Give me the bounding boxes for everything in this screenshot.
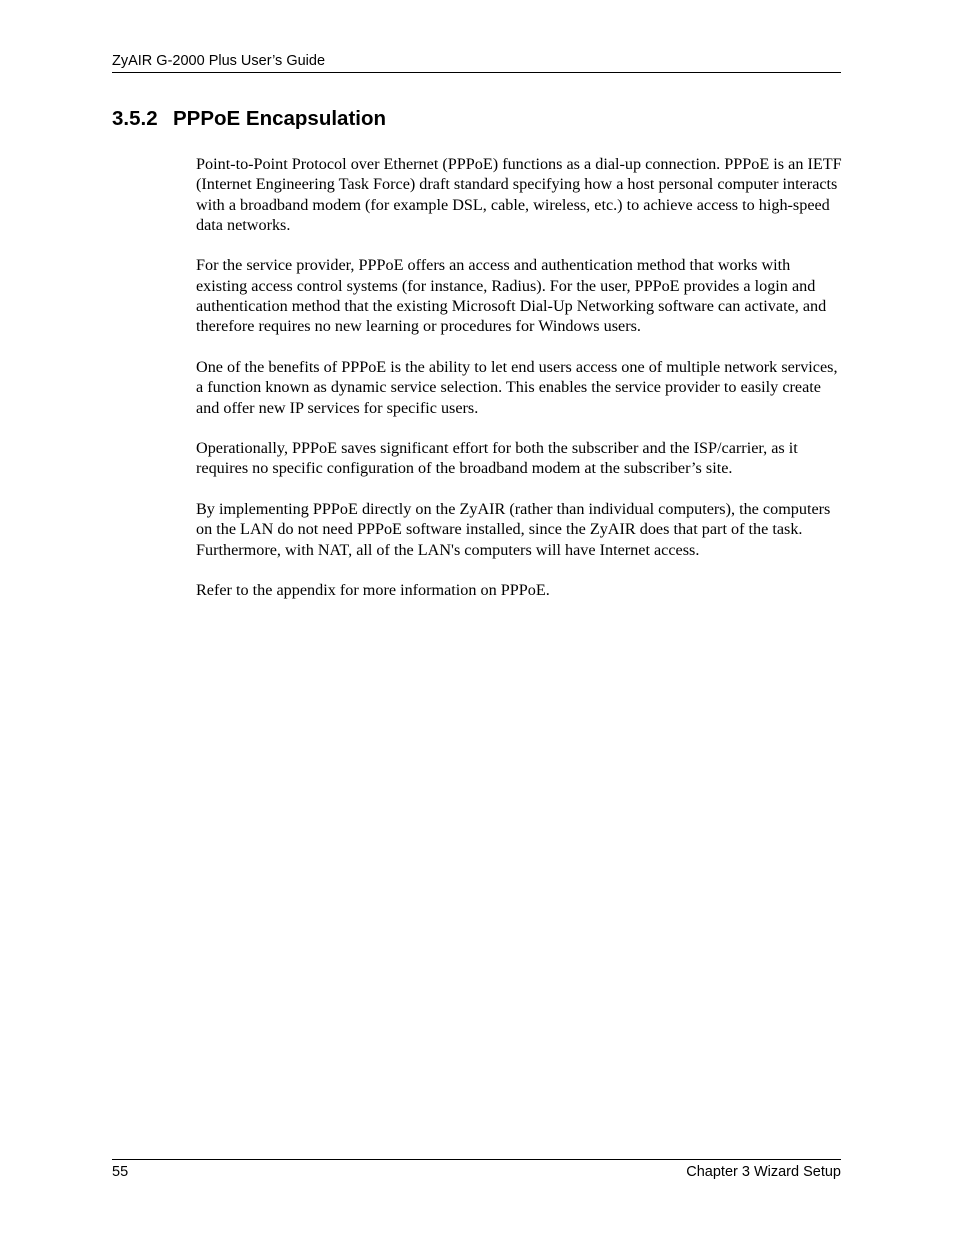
running-header bbox=[112, 51, 841, 73]
body-text bbox=[196, 154, 844, 621]
section-title: PPPoE Encapsulation bbox=[173, 107, 387, 130]
section-number: 3.5.2 bbox=[112, 107, 158, 130]
paragraph-pppoe-definition: Point-to-Point Protocol over Ethernet (PPPoE) functions as a dial-up connection. PPPoE is an IETF (Internet Engineering Task Force) draft standard specifying how a host personal computer interacts with a broadband modem (for example DSL, cable, wireless, etc.) to achieve access to high-speed data networks. bbox=[196, 155, 842, 234]
paragraph-implementation: By implementing PPPoE directly on the ZyAIR (rather than individual computers), the computers on the LAN do not need PPPoE software installed, since the ZyAIR does that part of the task. Furthermore, with NAT, all of the LAN's computers will have Internet access. bbox=[196, 500, 831, 559]
section-heading bbox=[112, 105, 386, 133]
paragraph-service-provider: For the service provider, PPPoE offers an access and authentication method that works with existing access control systems (for instance, Radius). For the user, PPPoE provides a login and authentication method that the existing Microsoft Dial-Up Networking software can activate, and therefore requires no new learning or procedures for Windows users. bbox=[196, 256, 827, 336]
chapter-title: Chapter 3 Wizard Setup bbox=[686, 1164, 841, 1180]
paragraph-operational: Operationally, PPPoE saves significant effort for both the subscriber and the ISP/carrier, as it requires no specific configuration of the broadband modem at the subscriber’s site. bbox=[196, 439, 798, 478]
paragraph-benefits: One of the benefits of PPPoE is the ability to let end users access one of multiple network services, a function known as dynamic service selection. This enables the service provider to easily create and offer new IP services for specific users. bbox=[196, 357, 838, 417]
guide-title: ZyAIR G-2000 Plus User’s Guide bbox=[112, 53, 326, 69]
paragraph-appendix-reference: Refer to the appendix for more information on PPPoE. bbox=[196, 581, 550, 600]
running-footer bbox=[112, 1159, 841, 1182]
page-number: 55 bbox=[112, 1164, 129, 1180]
